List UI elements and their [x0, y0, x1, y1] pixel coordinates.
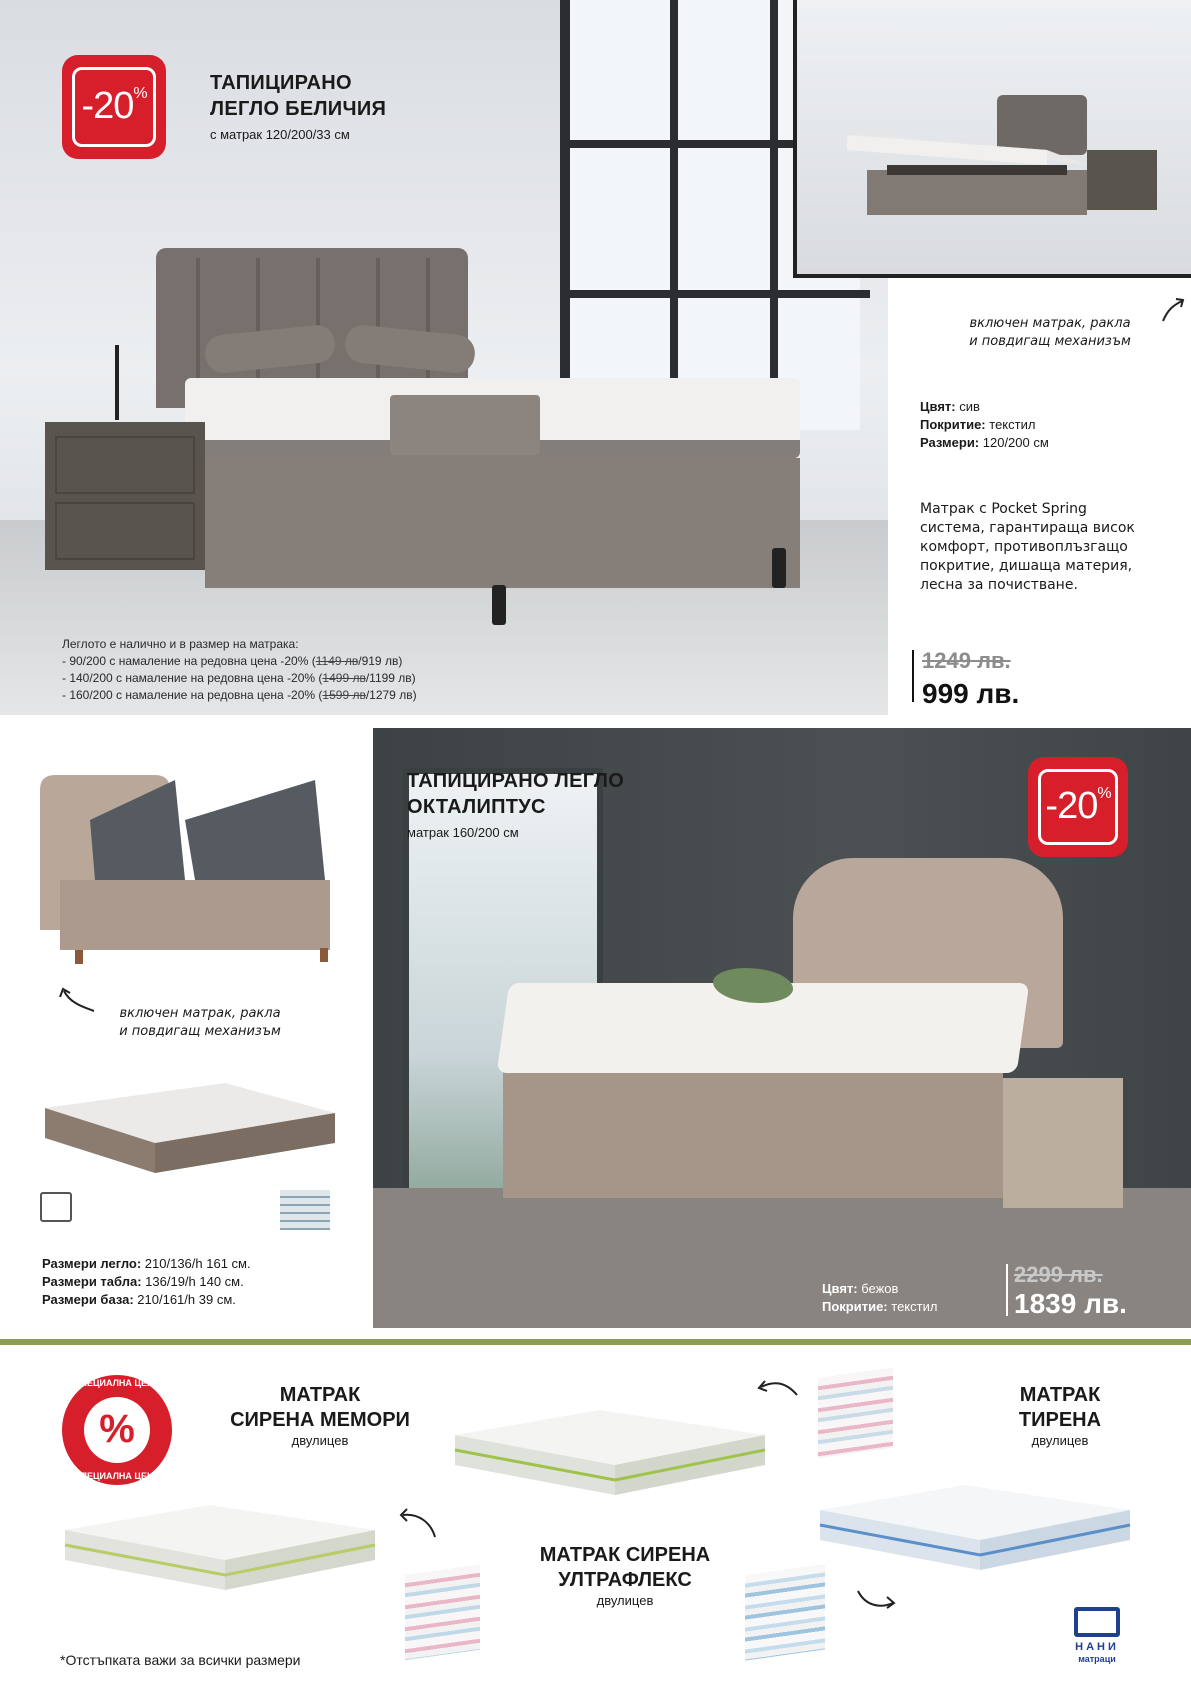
mattress-sirena-ultrafleks: МАТРАК СИРЕНА УЛТРАФЛЕКС двулицев: [539, 1544, 711, 1608]
product-subtitle: матрак 160/200 см: [407, 825, 519, 840]
new-price: 999 лв.: [922, 678, 1020, 709]
availability-note: Леглото е налично и в размер на матрака: - 90/200 с намаление на редовна цена -20% (1149 лв/919 лв) - 140/200 с намаление на редовна цена -20% (1499 лв/1199 лв) - 160/200 с намаление на редовна цена -20% (1599 лв/1279 лв): [62, 637, 417, 702]
arrow-icon: [755, 1375, 800, 1400]
spec-list: Цвят: сив Покритие: текстил Размери: 120/200 см: [920, 399, 1049, 450]
mattress-thumbnail: [35, 1073, 340, 1183]
mattress-layer-icon: [40, 1192, 72, 1222]
mattress-layers-image: [818, 1368, 893, 1459]
mattress-tirena: МАТРАК ТИРЕНА двулицев: [1018, 1384, 1102, 1448]
product-title: ТАПИЦИРАНО ЛЕГЛО ОКТАЛИПТУС: [407, 770, 625, 818]
included-note: включен матрак, ракла и повдигащ механизъм: [969, 316, 1131, 349]
discount-badge: -20%: [1028, 757, 1128, 857]
included-note: включен матрак, ракла и повдигащ механизъм: [119, 1006, 281, 1039]
dimensions-list: Размери легло: 210/136/h 161 см. Размери табла: 136/19/h 140 см. Размери база: 210/161/h 39 см.: [42, 1256, 251, 1307]
nightstand: [1087, 150, 1157, 210]
bed-base: [503, 1058, 1003, 1198]
bed-lifted-inset-photo: [793, 0, 1191, 278]
layers-icon: [280, 1190, 330, 1230]
product-title: ТАПИЦИРАНО ЛЕГЛО БЕЛИЧИЯ: [210, 72, 387, 120]
discount-badge: -20%: [62, 55, 166, 159]
old-price: 1249 лв.: [922, 648, 1011, 673]
bed-logo-icon: [1074, 1607, 1120, 1637]
mattress-sirena-memori: МАТРАК СИРЕНА МЕМОРИ двулицев: [230, 1384, 410, 1448]
bed-lifted-photo: [35, 770, 340, 970]
nightstand: [1003, 1078, 1123, 1208]
mattress-layers-image: [745, 1564, 825, 1660]
arrow-icon: [58, 985, 98, 1015]
new-price: 1839 лв.: [1014, 1288, 1127, 1319]
arrow-icon: [1160, 295, 1190, 325]
section-divider: [0, 1339, 1191, 1345]
footnote: *Отстъпката важи за всички размери: [60, 1652, 301, 1668]
bed-base: [205, 458, 800, 588]
mattress-layers-image: [405, 1565, 480, 1661]
mattress-image: [60, 1500, 380, 1610]
product-subtitle: с матрак 120/200/33 см: [210, 127, 350, 142]
arrow-icon: [395, 1505, 440, 1540]
spec-list: Цвят: бежов Покритие: текстил: [822, 1281, 938, 1314]
old-price: 2299 лв.: [1014, 1262, 1103, 1287]
brand-logo: НАНИ матраци: [1062, 1607, 1132, 1667]
mattress-image: [450, 1405, 770, 1515]
product-description: Матрак с Pocket Spring система, гарантираща висок комфорт, противоплъзгащо покритие, дишаща материя, лесна за почистване.: [920, 501, 1135, 593]
lamp-icon: [115, 345, 145, 420]
special-price-stamp: СПЕЦИАЛНА ЦЕНА % СПЕЦИАЛНА ЦЕНА: [62, 1375, 172, 1485]
mattress-image: [815, 1480, 1135, 1590]
nightstand: [45, 422, 205, 570]
